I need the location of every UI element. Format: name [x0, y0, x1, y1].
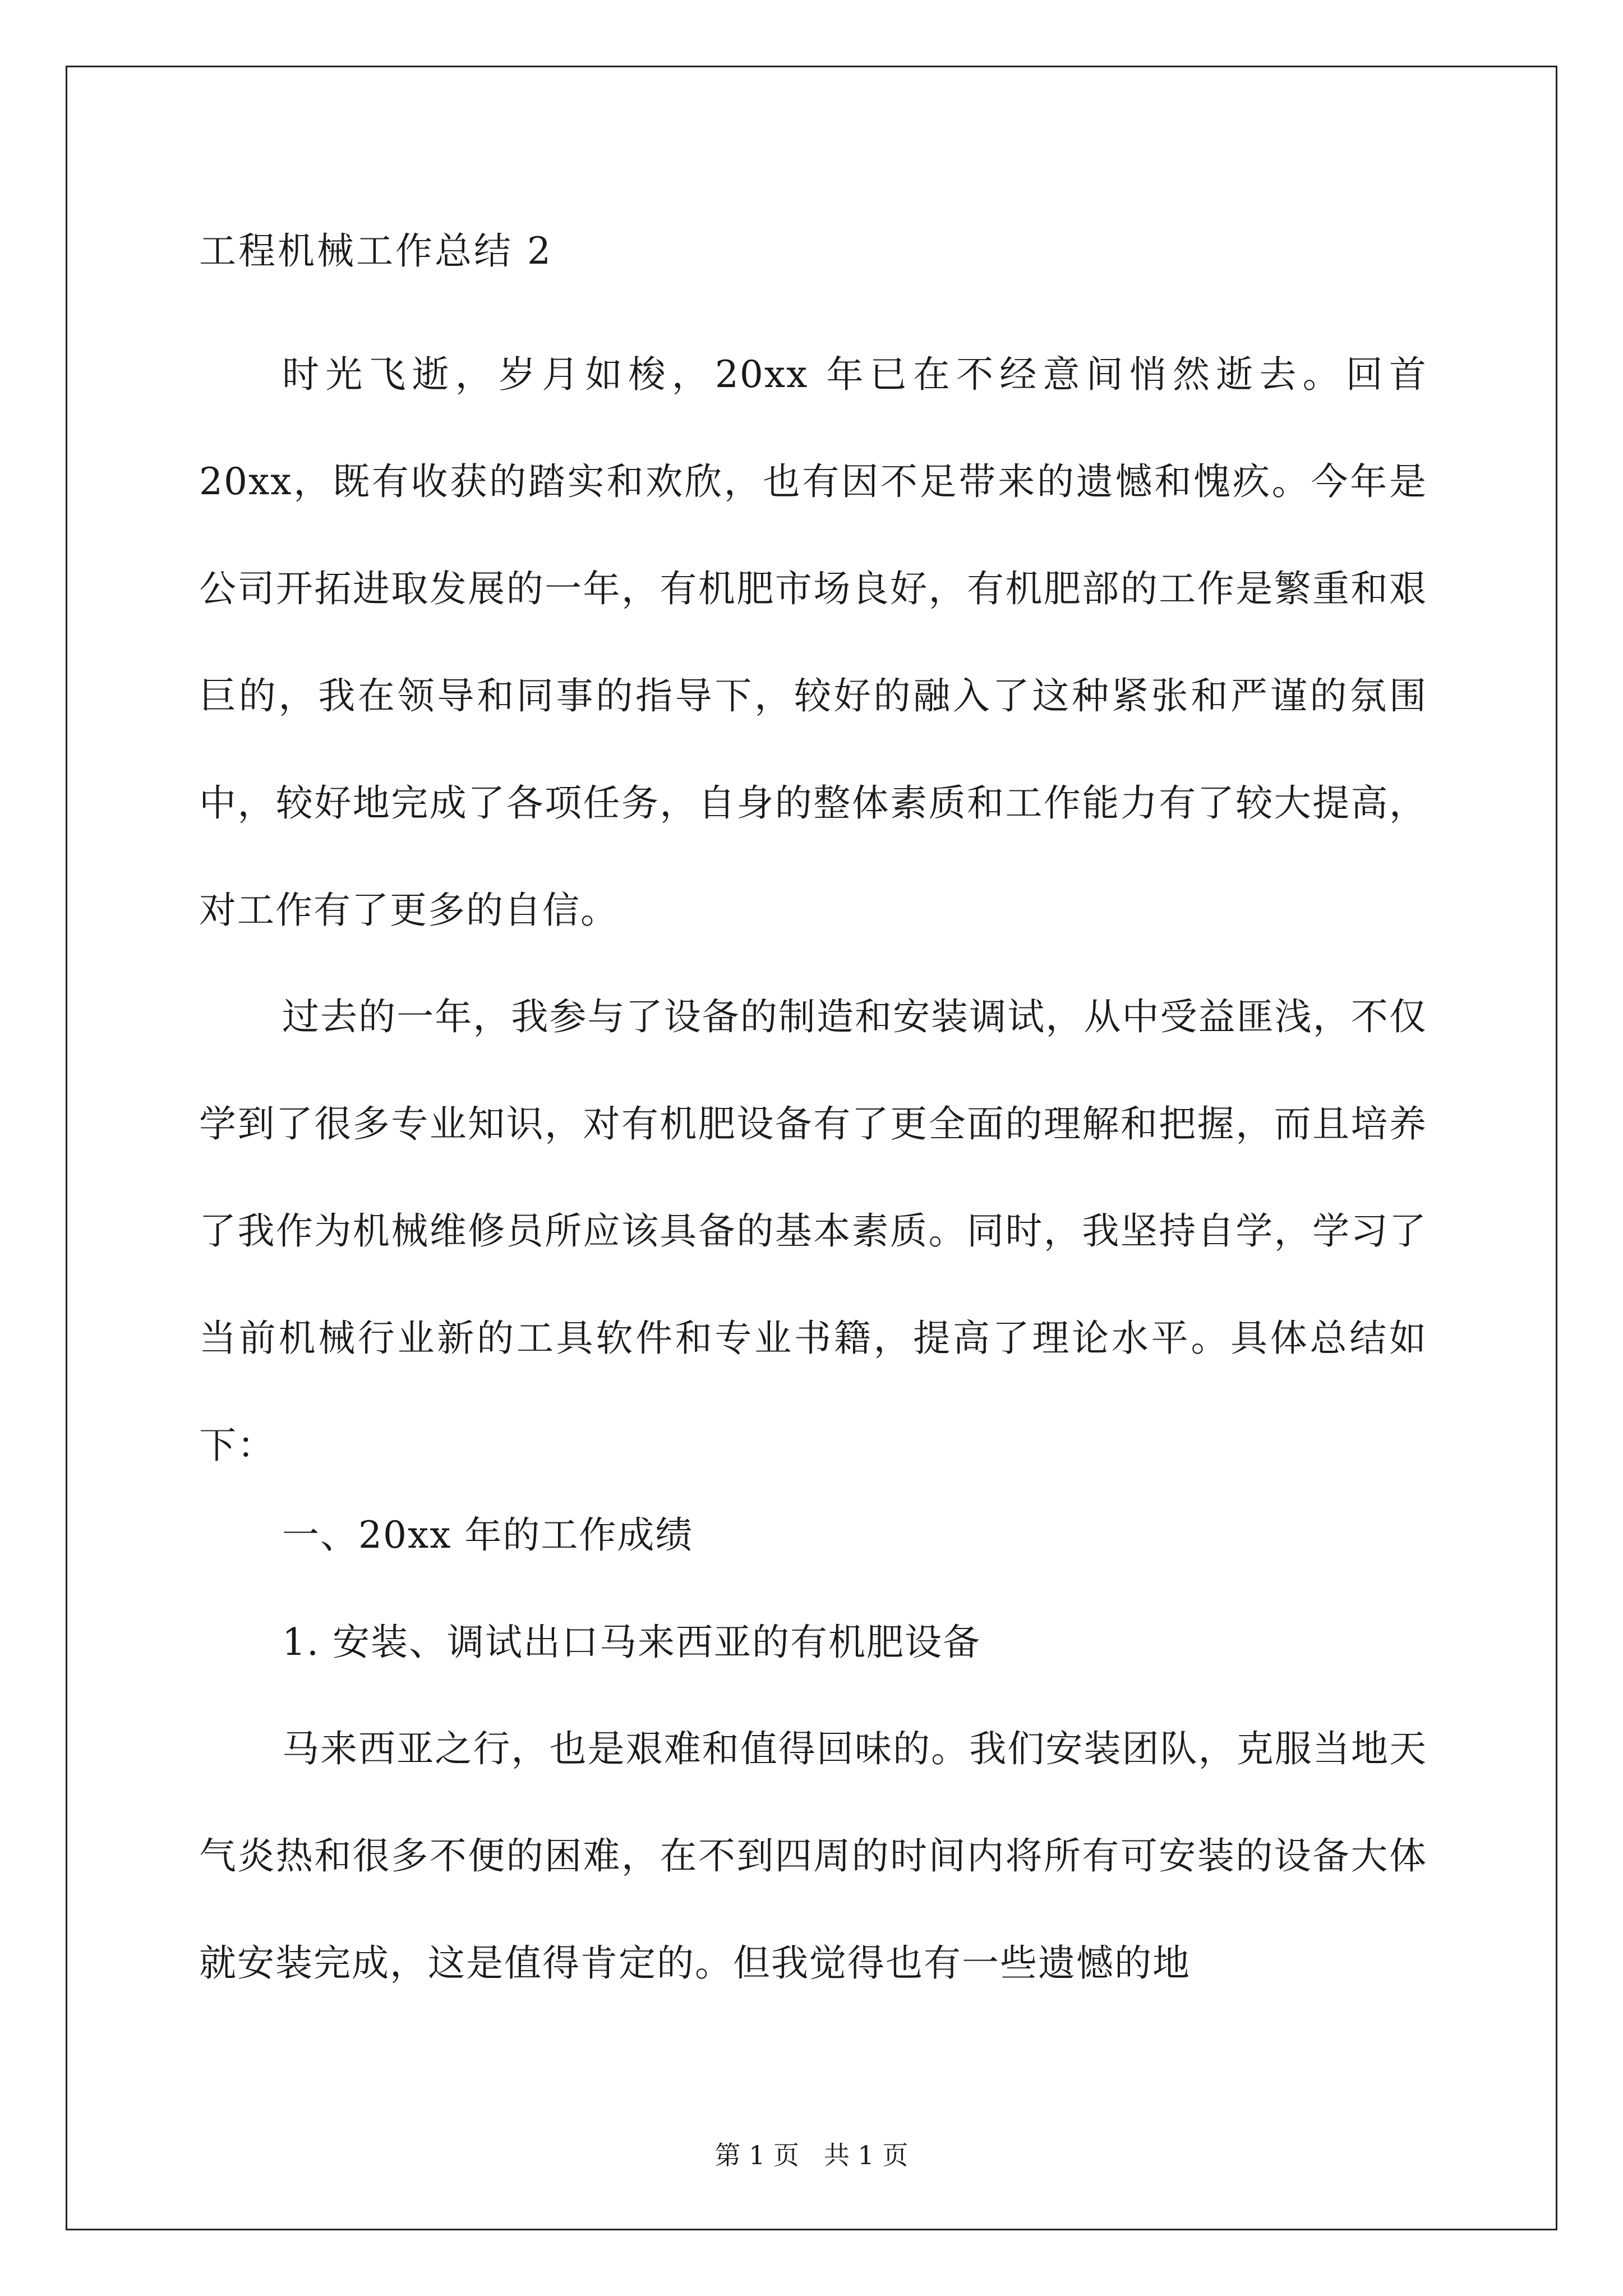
subsection-heading: 1. 安装、调试出口马来西亚的有机肥设备: [282, 1621, 981, 1664]
paragraph-2: 过去的一年，我参与了设备的制造和安装调试，从中受益匪浅，不仅学到了很多专业知识，对有机肥设备有了更全面的理解和把握，而且培养了我作为机械维修员所应该具备的基本素质。同时，我坚持自学，学习了当前机械行业新的工具软件和专业书籍，提高了理论水平。具体总结如下：: [199, 995, 1427, 1467]
document-title: 工程机械工作总结 2: [199, 229, 553, 273]
page-footer: 第 1 页 共 1 页: [714, 2140, 909, 2170]
section-heading: 一、20xx 年的工作成绩: [282, 1513, 694, 1557]
paragraph-3: 马来西亚之行，也是艰难和值得回味的。我们安装团队，克服当地天气炎热和很多不便的困难，在不到四周的时间内将所有可安装的设备大体就安装完成，这是值得肯定的。但我觉得也有一些遗憾的地: [199, 1727, 1427, 1985]
paragraph-1: 时光飞逝，岁月如梭，20xx 年已在不经意间悄然逝去。回首 20xx，既有收获的踏实和欢欣，也有因不足带来的遗憾和愧疚。今年是公司开拓进取发展的一年，有机肥市场良好，有机肥部的工作是繁重和艰巨的，我在领导和同事的指导下，较好的融入了这种紧张和严谨的氛围中，较好地完成了各项任务，自身的整体素质和工作能力有了较大提高，对工作有了更多的自信。: [199, 353, 1427, 932]
